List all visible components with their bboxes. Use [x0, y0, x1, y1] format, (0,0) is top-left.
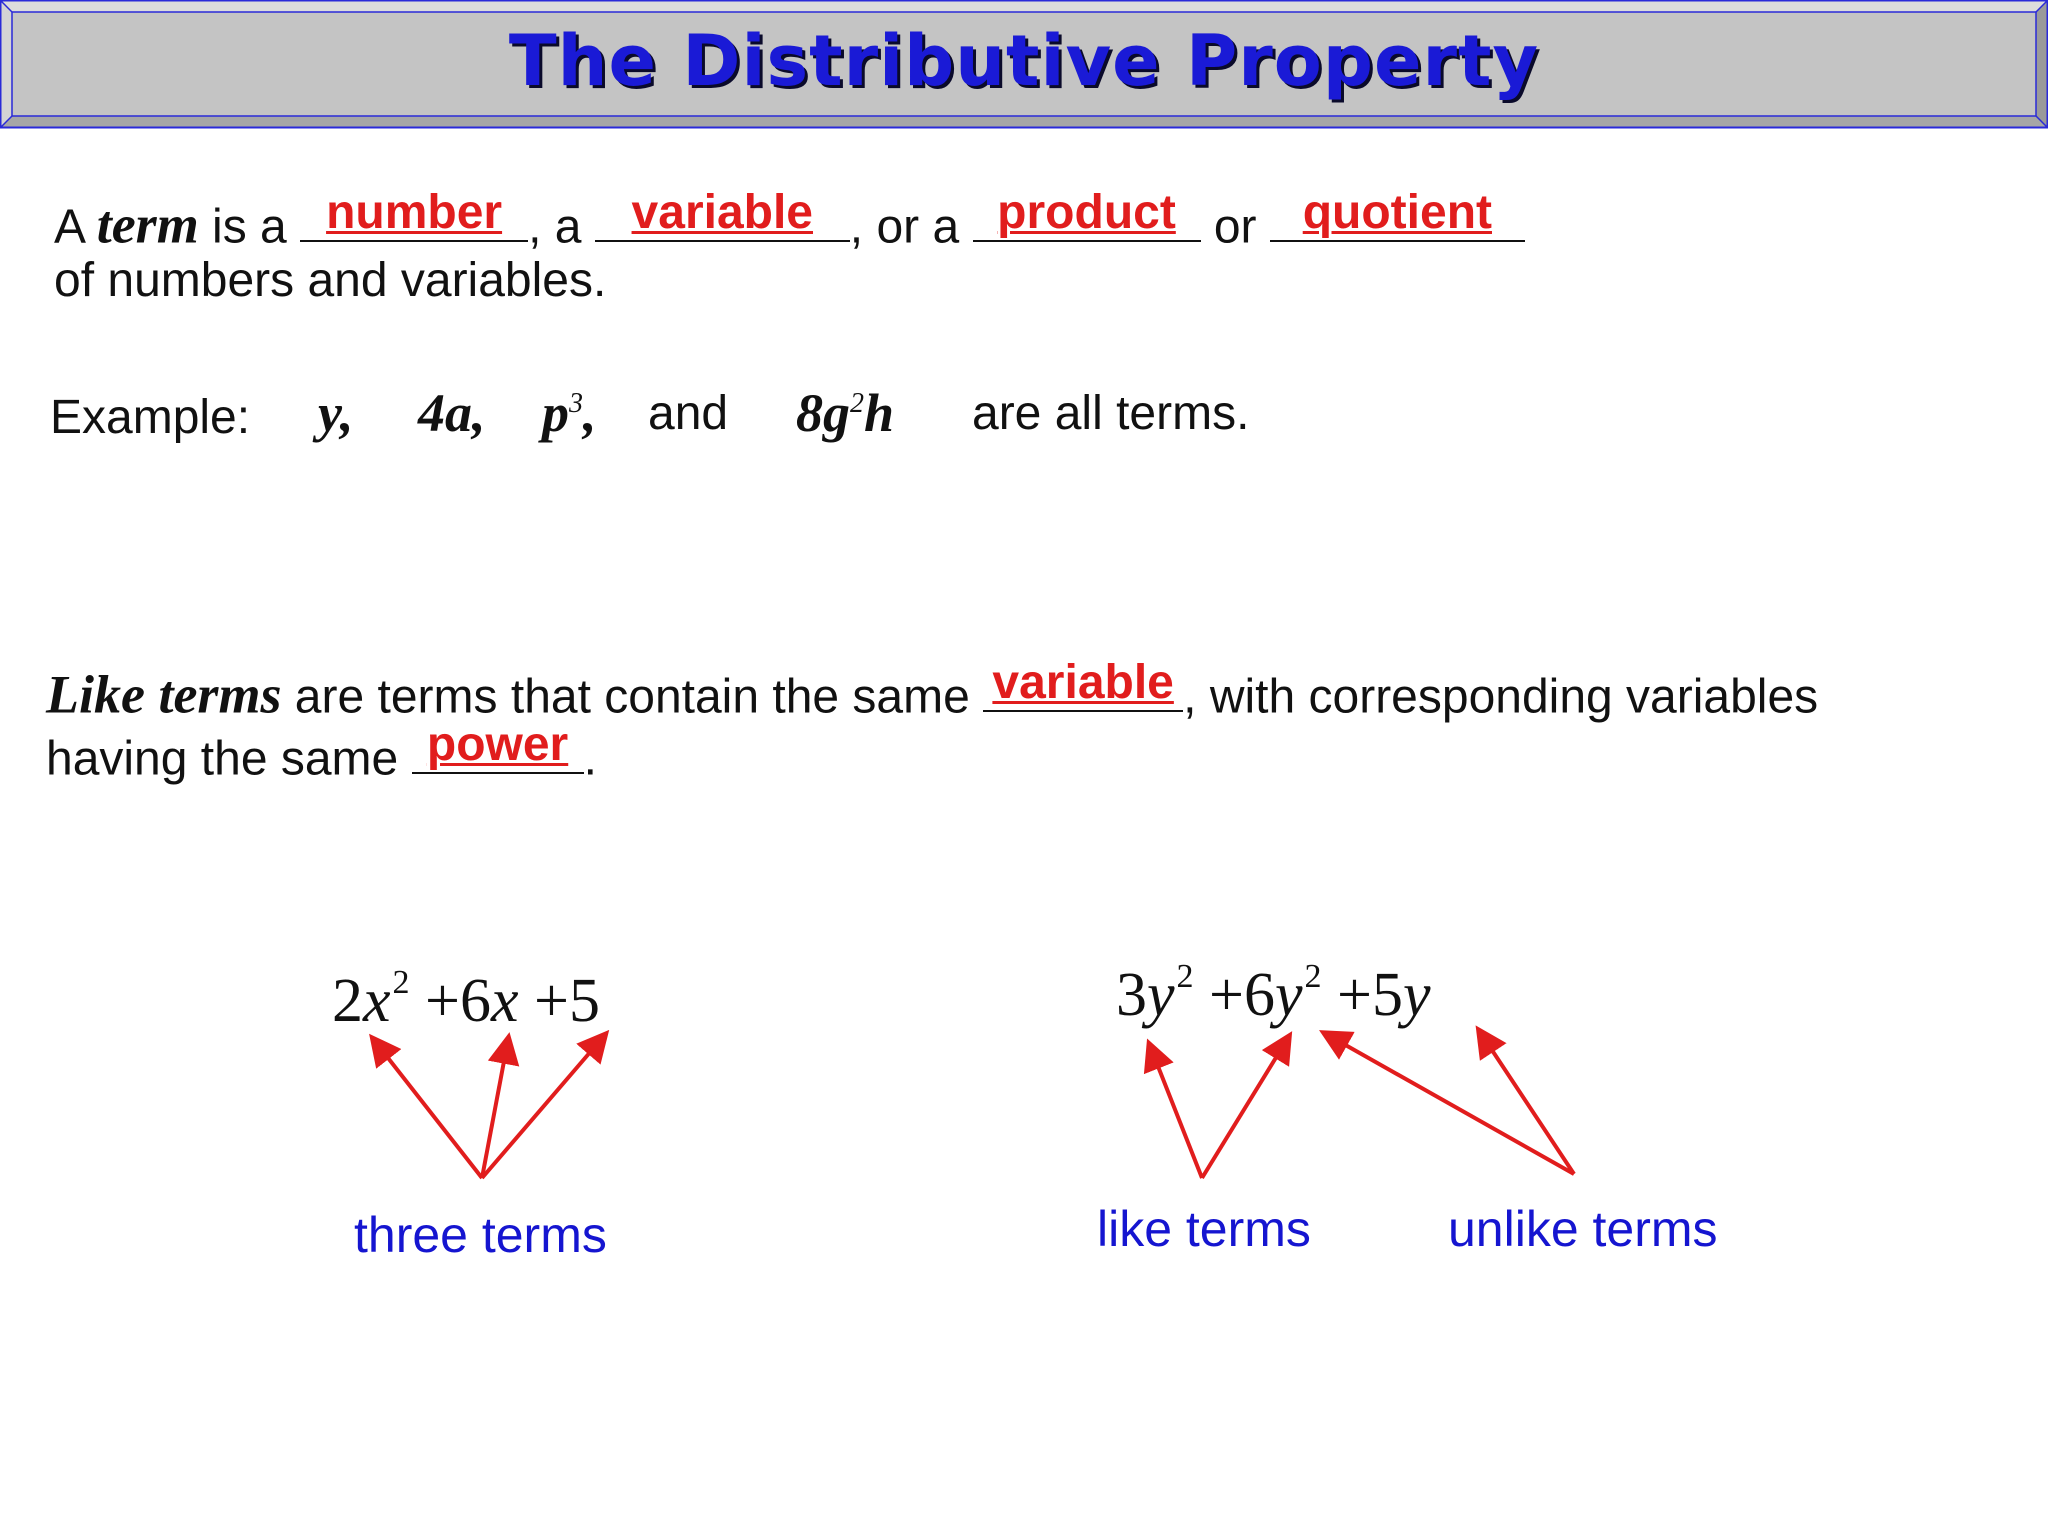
p-base: p	[542, 383, 569, 443]
answer-number: number	[326, 185, 503, 239]
t4-part-a: 8g	[796, 383, 850, 443]
answer-quotient: quotient	[1302, 185, 1492, 239]
arrow-to-2x2	[374, 1040, 482, 1178]
expr1-plus1: +	[425, 967, 460, 1035]
arrow-to-3y2	[1150, 1046, 1202, 1178]
p-comma: ,	[583, 383, 597, 443]
answer-product: product	[997, 185, 1176, 239]
like-terms-period: .	[583, 732, 597, 786]
expr1-coef2: 6	[460, 967, 491, 1035]
answer-variable: variable	[631, 185, 813, 239]
page-title: The Distributive Property	[508, 20, 1540, 102]
expr2-exp1: 2	[1176, 958, 1194, 995]
expr1-coef1: 2	[332, 967, 363, 1035]
text-or: or	[1200, 200, 1270, 254]
p-exponent: 3	[569, 388, 583, 419]
expr2-plus2: +	[1337, 961, 1372, 1029]
like-terms-mid: are terms that contain the same	[281, 670, 984, 724]
text-comma-a: , a	[528, 200, 595, 254]
like-terms-line2-start: having the same	[46, 732, 412, 786]
expr1-var2: x	[491, 967, 519, 1035]
arrow-unlike-to-6y2	[1326, 1034, 1574, 1174]
like-terms-end: , with corresponding variables	[1183, 670, 1819, 724]
term-word: term	[96, 194, 199, 255]
expr2-exp2: 2	[1304, 958, 1322, 995]
label-three-terms: three terms	[354, 1207, 607, 1263]
t4-part-b: h	[864, 383, 895, 443]
example-and: and	[648, 387, 729, 440]
expr2-coef3: 5	[1372, 961, 1403, 1029]
text-is-a: is a	[198, 200, 301, 254]
expr1-const: 5	[569, 967, 600, 1035]
label-like-terms: like terms	[1097, 1201, 1311, 1257]
expr2-coef1: 3	[1116, 961, 1147, 1029]
example-label: Example:	[50, 391, 251, 444]
text-or-a: , or a	[849, 200, 973, 254]
example-tail: are all terms.	[972, 387, 1250, 440]
expr1-exp1: 2	[392, 964, 410, 1001]
arrow-to-6x	[482, 1040, 508, 1178]
label-unlike-terms: unlike terms	[1448, 1201, 1718, 1257]
arrow-unlike-to-5y	[1480, 1032, 1574, 1174]
example-term-4a: 4a,	[418, 383, 486, 443]
text-a: A	[54, 200, 97, 254]
answer-same-variable: variable	[992, 655, 1174, 709]
expr2-var2: y	[1275, 961, 1303, 1029]
expr1-var1: x	[363, 967, 391, 1035]
expr2-coef2: 6	[1244, 961, 1275, 1029]
expr2-var3: y	[1403, 961, 1431, 1029]
expr2-var1: y	[1147, 961, 1175, 1029]
arrow-to-5	[482, 1036, 604, 1178]
like-terms-heading: Like terms	[46, 664, 282, 725]
example-term-y: y,	[318, 383, 354, 443]
expr1-plus2: +	[534, 967, 569, 1035]
answer-power: power	[426, 717, 569, 771]
arrow-to-6y2	[1202, 1038, 1288, 1178]
expr2-plus1: +	[1209, 961, 1244, 1029]
t4-exponent: 2	[850, 388, 864, 419]
term-definition-line2: of numbers and variables.	[54, 254, 607, 307]
